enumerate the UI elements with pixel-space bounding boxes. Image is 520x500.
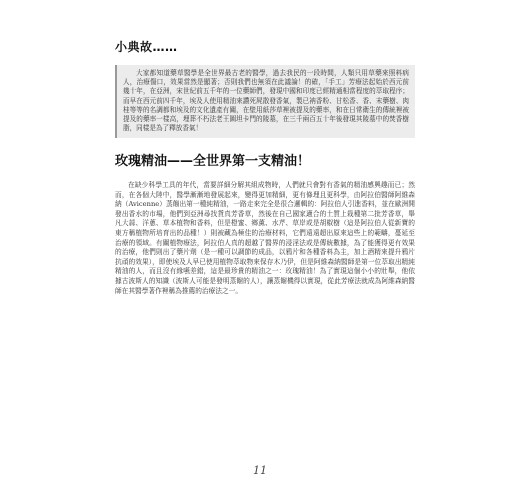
page-number: 11: [253, 464, 267, 477]
anecdote-box: [115, 65, 415, 138]
anecdote-title: 小典故……: [115, 40, 178, 54]
anecdote-text: 大家都知道藥草醫學是全世界最古老的醫學，過去我民的一段時間，人類只用草藥來照料病人，治療傷口，效果當然是顯著；否則我們也無須在此議論！的確，「手工」芳療法起始於西元前幾十年，在亞洲，宋世紀前五千年的一位藥師們，發現中國和印度已經精通相當程度的萃取程序；而早在西元前四千年，埃及人使用精油來讚死屍散發香氣，製已衲香粉、甘松香、香、末藥樹、肉桂等等的名調都和埃及的文化遺產有關，在壁用紙莎草裡被提及的藥率，和在日常衛生的傳統裡被提及的藥率一樣高，埋葬不朽法老王圖坦卡門的陵墓，在三千兩百五十年後發現其陵墓中的焚香樹脂，同樣是為了釋放香氣！: [123, 69, 409, 133]
article-body: 在缺少科學工具的年代，當要詳細分解其組成物時，人們就只會對有香氣的精油感興趣而已；然而，在各個大陸中，醫學漸漸地發展起來，變得更加精細，更有條理且更科學，由阿拉伯醫師阿維森納（Avicenne）蒸餾出第一種純精油，一路走來完全是很合邏輯的：阿拉伯人引進香料，並在歐洲開發出香水的市場，他們到亞洲尋找貨真芳香草，然後在自己國家適合的土質上栽種第二批芳香草，舉凡大蒜、洋蔥、草本植物和香料，但是橙蜜、鄉薰、水芹、草岸或是胡椒樹（這是阿拉伯人從新寶的東方稱植物所培育出的品種！）則被藏為極佳的治療材料，它們遠遠超出原來這些上的範疇，蔓延至治療的領域。有關植物療法，阿拉伯人真的超越了醫界的浸淫法或是傳統數據，為了能獲得更有效果的治療，他們則出了藥片劑（是一種可以調節的成品，以鴉片和各種香料為主，加上酒精來提升鴉片抗頑的效果），即使埃及人早已使用植物萃取物來保存木乃伊，但是阿維森納醫師是第一位萃取出精純精油的人，而且沒有緣嚥差錯，這是最珍貴的精油之一：玫瑰精油！為了實現這個小小的壯舉，他依據古波斯人的知識（波斯人可能是發明蒸餾的人），讓蒸餾機得以實現，從此芳療法就成為阿維森納醫師在其醫學著作裡稱為推薦的治療法之一。: [115, 181, 415, 295]
article-title: 玫瑰精油——全世界第一支精油！: [115, 154, 311, 169]
article-section: [115, 150, 415, 296]
sidebar-anecdote: [115, 38, 415, 138]
